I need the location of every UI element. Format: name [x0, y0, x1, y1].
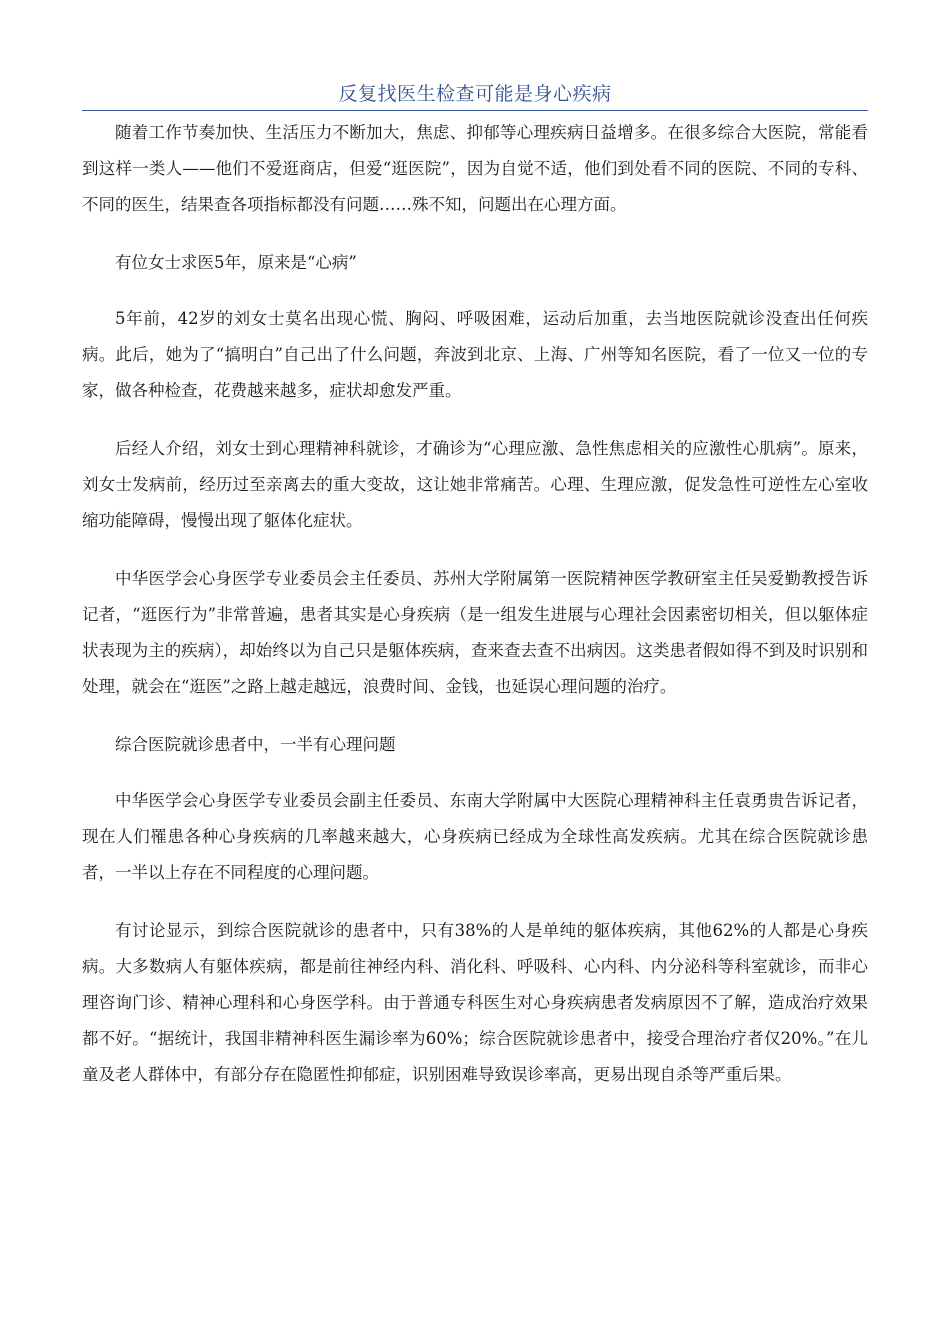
- paragraph-intro: 随着工作节奏加快、生活压力不断加大，焦虑、抑郁等心理疾病日益增多。在很多综合大医院，常能看到这样一类人——他们不爱逛商店，但爱“逛医院”，因为自觉不适，他们到处看不同的医院、不同的专科、不同的医生，结果查各项指标都没有问题……殊不知，问题出在心理方面。: [82, 123, 868, 214]
- paragraph-expert-wu: 中华医学会心身医学专业委员会主任委员、苏州大学附属第一医院精神医学教研室主任吴爱勤教授告诉记者，“逛医行为”非常普遍，患者其实是心身疾病（是一组发生进展与心理社会因素密切相关，但以躯体症状表现为主的疾病），却始终以为自己只是躯体疾病，查来查去查不出病因。这类患者假如得不到及时识别和处理，就会在“逛医”之路上越走越远，浪费时间、金钱，也延误心理问题的治疗。: [82, 569, 868, 696]
- section-heading-case: 有位女士求医5年，原来是“心病”: [115, 253, 357, 272]
- section-heading-hospital: 综合医院就诊患者中，一半有心理问题: [115, 735, 396, 754]
- paragraph-case-history: 5年前，42岁的刘女士莫名出现心慌、胸闷、呼吸困难，运动后加重，去当地医院就诊没查出任何疾病。此后，她为了“搞明白”自己出了什么问题，奔波到北京、上海、广州等知名医院，看了一位又一位的专家，做各种检查，花费越来越多，症状却愈发严重。: [82, 309, 868, 400]
- document-page: [82, 78, 868, 1115]
- document-title: 反复找医生检查可能是身心疾病: [82, 78, 868, 111]
- paragraph-statistics: 有讨论显示，到综合医院就诊的患者中，只有38%的人是单纯的躯体疾病，其他62%的人都是心身疾病。大多数病人有躯体疾病，都是前往神经内科、消化科、呼吸科、心内科、内分泌科等科室就诊，而非心理咨询门诊、精神心理科和心身医学科。由于普通专科医生对心身疾病患者发病原因不了解，造成治疗效果都不好。“据统计，我国非精神科医生漏诊率为60%；综合医院就诊患者中，接受合理治疗者仅20%。”在儿童及老人群体中，有部分存在隐匿性抑郁症，识别困难导致误诊率高，更易出现自杀等严重后果。: [82, 921, 868, 1084]
- paragraph-expert-yuan: 中华医学会心身医学专业委员会副主任委员、东南大学附属中大医院心理精神科主任袁勇贵告诉记者，现在人们罹患各种心身疾病的几率越来越大，心身疾病已经成为全球性高发疾病。尤其在综合医院就诊患者，一半以上存在不同程度的心理问题。: [82, 791, 868, 882]
- paragraph-case-diagnosis: 后经人介绍，刘女士到心理精神科就诊，才确诊为“心理应激、急性焦虑相关的应激性心肌病”。原来，刘女士发病前，经历过至亲离去的重大变故，这让她非常痛苦。心理、生理应激，促发急性可逆性左心室收缩功能障碍，慢慢出现了躯体化症状。: [82, 439, 868, 530]
